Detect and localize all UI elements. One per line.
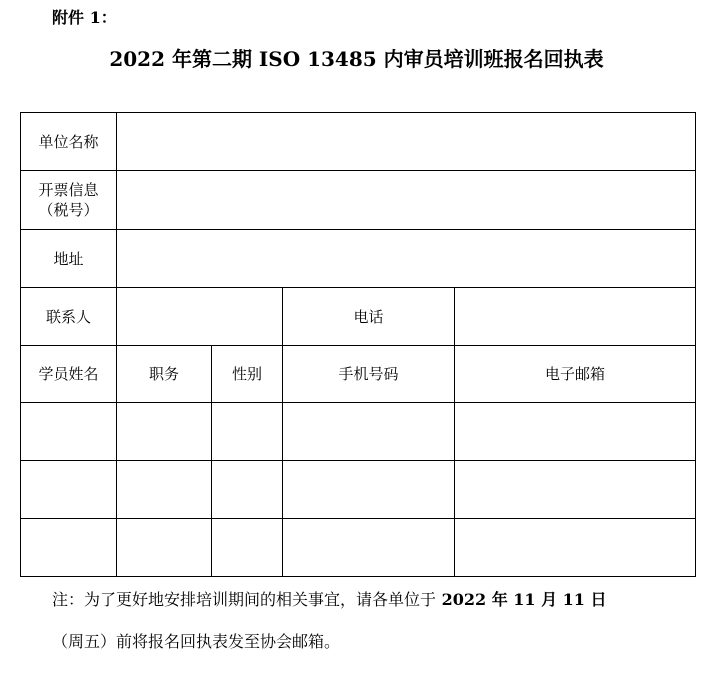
contact-label: 联系人 (21, 288, 117, 346)
gender-cell[interactable] (212, 461, 283, 519)
student-name-cell[interactable] (21, 403, 117, 461)
position-cell[interactable] (117, 403, 212, 461)
column-header-mobile: 手机号码 (283, 346, 455, 403)
unit-name-label: 单位名称 (21, 113, 117, 171)
mobile-cell[interactable] (283, 519, 455, 577)
gender-cell[interactable] (212, 403, 283, 461)
email-cell[interactable] (455, 519, 696, 577)
mobile-cell[interactable] (283, 461, 455, 519)
position-cell[interactable] (117, 519, 212, 577)
invoice-info-row (21, 171, 696, 230)
email-cell[interactable] (455, 461, 696, 519)
column-header-row (21, 346, 696, 403)
attachment-label: 附件 1： (52, 8, 117, 27)
page-title: 2022 年第二期 ISO 13485 内审员培训班报名回执表 (109, 47, 604, 71)
student-name-cell[interactable] (21, 519, 117, 577)
registration-form-table (20, 112, 696, 577)
invoice-info-label (21, 171, 117, 230)
table-row (21, 519, 696, 577)
table-row (21, 403, 696, 461)
phone-label: 电话 (283, 288, 455, 346)
mobile-cell[interactable] (283, 403, 455, 461)
unit-name-field[interactable] (117, 113, 696, 171)
gender-cell[interactable] (212, 519, 283, 577)
phone-field[interactable] (455, 288, 696, 346)
email-cell[interactable] (455, 403, 696, 461)
contact-field[interactable] (117, 288, 283, 346)
note-deadline: 2022 年 11 月 11 日 (436, 590, 607, 609)
column-header-email: 电子邮箱 (455, 346, 696, 403)
column-header-name: 学员姓名 (21, 346, 117, 403)
student-name-cell[interactable] (21, 461, 117, 519)
position-cell[interactable] (117, 461, 212, 519)
address-label: 地址 (21, 230, 117, 288)
invoice-label-line1: 开票信息 (38, 181, 99, 199)
address-row (21, 230, 696, 288)
note-line-2: （周五）前将报名回执表发至协会邮箱。 (52, 632, 341, 651)
invoice-info-field[interactable] (117, 171, 696, 230)
address-field[interactable] (117, 230, 696, 288)
note-line-1 (52, 588, 607, 612)
column-header-position: 职务 (117, 346, 212, 403)
unit-name-row (21, 113, 696, 171)
contact-row (21, 288, 696, 346)
invoice-label-line2: （税号） (38, 201, 99, 219)
column-header-gender: 性别 (212, 346, 283, 403)
table-row (21, 461, 696, 519)
note-text: 注：为了更好地安排培训期间的相关事宜，请各单位于 (52, 590, 437, 609)
